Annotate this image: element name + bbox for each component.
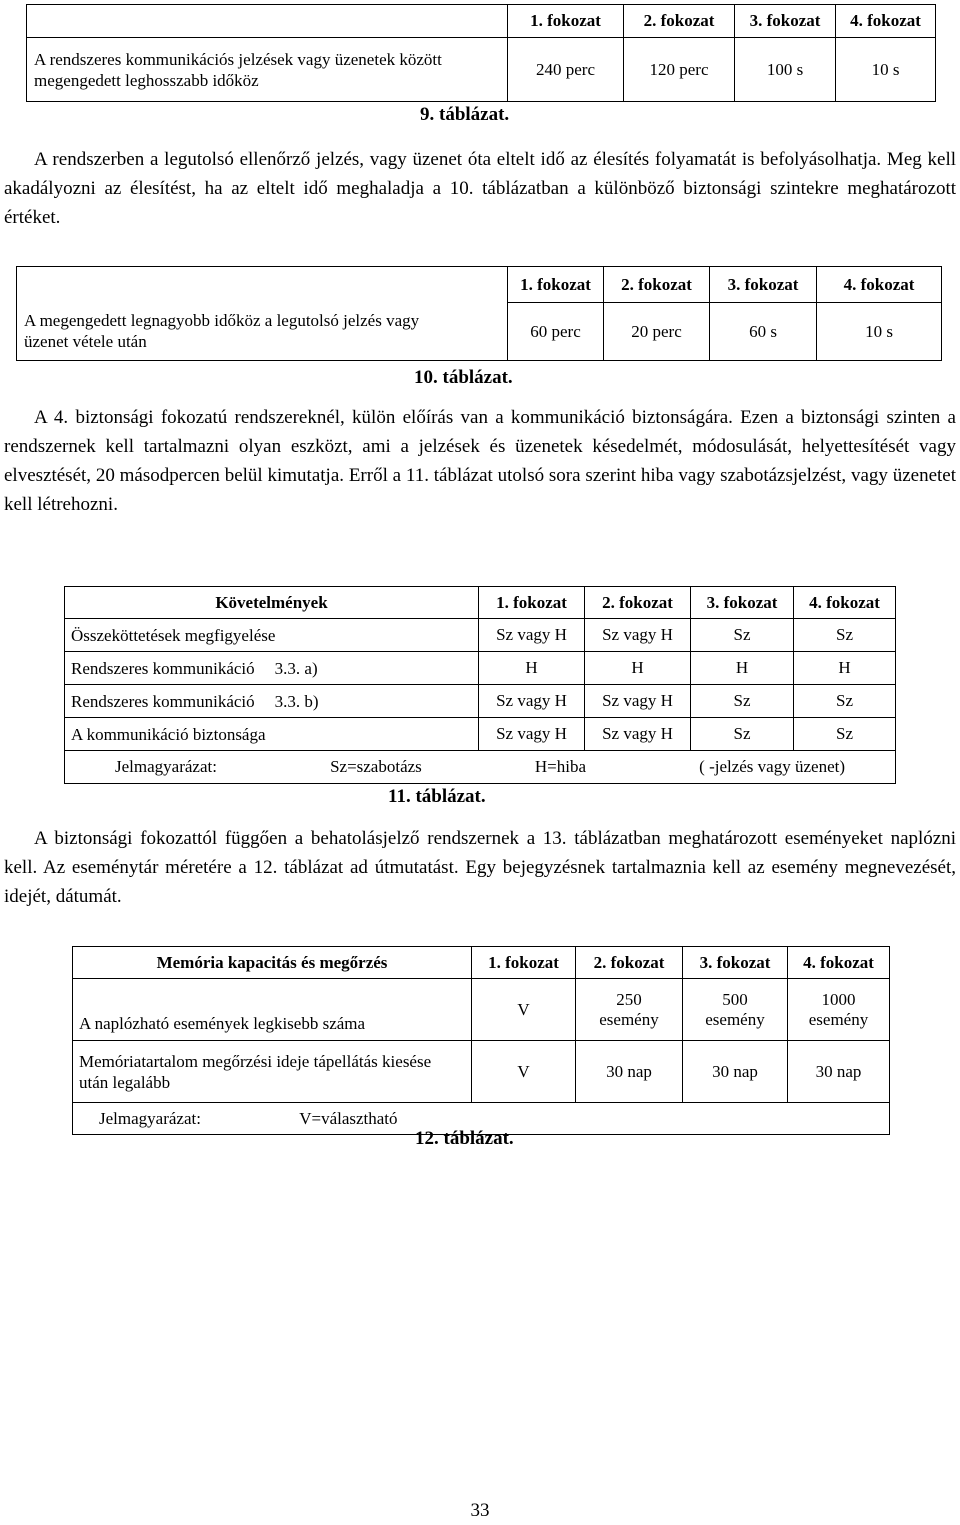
table-10-level-2: 2. fokozat — [604, 267, 710, 303]
table-cell: 1000 esemény — [788, 979, 890, 1041]
table-9-corner — [27, 5, 508, 38]
table-cell: 30 nap — [683, 1041, 788, 1103]
table-cell: H — [479, 652, 585, 685]
paragraph-2-text: A 4. biztonsági fokozatú rendszereknél, külön előírás van a kommunikáció biztonságára. Ezen a biztonsági szinten a rendszernek kell tartalmazni olyan eszközt, ami a jelzések és üzenetek késedelmét, módosulását, helyettesítését vagy elvesztését, 20 másodpercen belül kimutatja. Erről a 11. táblázat utolsó sora szerint hiba vagy szabotázsjelzést, vagy üzenetet kell létrehozni. — [4, 407, 956, 515]
legend-sz: Sz=szabotázs — [330, 757, 422, 776]
table-11-legend — [65, 751, 896, 784]
table-10-level-3: 3. fokozat — [710, 267, 817, 303]
table-12 — [72, 946, 890, 1135]
paragraph-1-text: A rendszerben a legutolsó ellenőrző jelzés, vagy üzenet óta eltelt idő az élesítés folyamatát is befolyásolhatja. Meg kell akadályozni az élesítést, ha az eltelt idő meghaladja a 10. táblázatban a különböző biztonsági szintekre meghatározott értéket. — [4, 149, 956, 228]
paragraph-2 — [4, 403, 956, 519]
legend-v: V=választható — [299, 1108, 398, 1128]
legend-title: Jelmagyarázat: — [115, 757, 217, 776]
legend-note: ( -jelzés vagy üzenet) — [699, 757, 845, 776]
table-9-value-2: 120 perc — [624, 38, 735, 102]
table-10-value-1: 60 perc — [508, 303, 604, 361]
row-label-text: A kommunikáció biztonsága — [71, 724, 266, 744]
table-12-header-level-3: 3. fokozat — [683, 947, 788, 979]
table-cell: Sz — [691, 685, 794, 718]
table-12-row-label: Memóriatartalom megőrzési ideje tápellátás kiesése után legalább — [73, 1041, 472, 1103]
table-cell: 30 nap — [788, 1041, 890, 1103]
table-11-row-label — [65, 718, 479, 751]
table-9 — [26, 4, 936, 102]
table-11 — [64, 586, 896, 784]
table-9-level-1: 1. fokozat — [508, 5, 624, 38]
table-11-header-requirements: Követelmények — [65, 587, 479, 619]
table-cell: Sz vagy H — [479, 718, 585, 751]
table-12-row-label: A naplózható események legkisebb száma — [73, 979, 472, 1041]
table-cell: Sz vagy H — [479, 619, 585, 652]
table-11-row-label — [65, 619, 479, 652]
table-cell: Sz — [691, 718, 794, 751]
table-12-header-level-1: 1. fokozat — [472, 947, 576, 979]
table-9-row-label: A rendszeres kommunikációs jelzések vagy üzenetek között megengedett leghosszabb időköz — [27, 38, 508, 102]
table-cell: Sz — [691, 619, 794, 652]
table-12-header-level-4: 4. fokozat — [788, 947, 890, 979]
table-cell: Sz — [794, 685, 896, 718]
row-label-text: Összeköttetések megfigyelése — [71, 625, 276, 645]
table-cell: H — [585, 652, 691, 685]
table-11-row-label — [65, 685, 479, 718]
table-9-value-1: 240 perc — [508, 38, 624, 102]
table-cell: Sz — [794, 718, 896, 751]
legend-title: Jelmagyarázat: — [99, 1108, 201, 1128]
table-row — [65, 619, 896, 652]
table-10-corner — [17, 267, 508, 303]
paragraph-3 — [4, 824, 956, 911]
table-9-level-2: 2. fokozat — [624, 5, 735, 38]
table-9-value-3: 100 s — [735, 38, 836, 102]
table-10-caption: 10. táblázat. — [414, 367, 513, 388]
legend-h: H=hiba — [534, 757, 587, 776]
table-row — [73, 979, 890, 1041]
table-11-caption: 11. táblázat. — [388, 786, 486, 807]
table-11-header-level-3: 3. fokozat — [691, 587, 794, 619]
table-cell: Sz vagy H — [585, 685, 691, 718]
table-cell: H — [691, 652, 794, 685]
page-number: 33 — [470, 1500, 490, 1521]
table-11-header-level-4: 4. fokozat — [794, 587, 896, 619]
table-9-value-4: 10 s — [836, 38, 936, 102]
table-10-value-2: 20 perc — [604, 303, 710, 361]
table-11-row-label — [65, 652, 479, 685]
table-10-row-label: A megengedett legnagyobb időköz a legutolsó jelzés vagy üzenet vétele után — [17, 303, 508, 361]
table-row — [65, 685, 896, 718]
table-12-header-level-2: 2. fokozat — [576, 947, 683, 979]
table-9-caption: 9. táblázat. — [420, 104, 510, 125]
table-cell: 30 nap — [576, 1041, 683, 1103]
row-ref-text: 3.3. b) — [274, 691, 319, 711]
table-10-value-3: 60 s — [710, 303, 817, 361]
table-10 — [16, 266, 942, 361]
row-label-text: Rendszeres kommunikáció — [71, 658, 255, 678]
table-cell: Sz vagy H — [479, 685, 585, 718]
table-cell: H — [794, 652, 896, 685]
paragraph-1 — [4, 145, 956, 232]
table-11-header-level-2: 2. fokozat — [585, 587, 691, 619]
table-cell: 250 esemény — [576, 979, 683, 1041]
table-cell: Sz vagy H — [585, 619, 691, 652]
table-cell: Sz vagy H — [585, 718, 691, 751]
row-label-text: Rendszeres kommunikáció — [71, 691, 255, 711]
table-11-header-level-1: 1. fokozat — [479, 587, 585, 619]
table-row — [65, 718, 896, 751]
row-ref-text: 3.3. a) — [274, 658, 318, 678]
paragraph-3-text: A biztonsági fokozattól függően a behatolásjelző rendszernek a 13. táblázatban meghatározott eseményeket naplózni kell. Az eseménytár méretére a 12. táblázat ad útmutatást. Egy bejegyzésnek tartalmaznia kell az esemény megnevezését, idejét, dátumát. — [4, 828, 956, 907]
table-10-value-4: 10 s — [817, 303, 942, 361]
table-10-level-1: 1. fokozat — [508, 267, 604, 303]
table-cell: V — [472, 979, 576, 1041]
table-12-caption: 12. táblázat. — [415, 1128, 514, 1149]
table-10-level-4: 4. fokozat — [817, 267, 942, 303]
table-9-level-3: 3. fokozat — [735, 5, 836, 38]
table-row — [73, 1041, 890, 1103]
table-row — [65, 652, 896, 685]
table-cell: V — [472, 1041, 576, 1103]
table-9-level-4: 4. fokozat — [836, 5, 936, 38]
table-cell: Sz — [794, 619, 896, 652]
table-12-header-memory: Memória kapacitás és megőrzés — [73, 947, 472, 979]
table-cell: 500 esemény — [683, 979, 788, 1041]
